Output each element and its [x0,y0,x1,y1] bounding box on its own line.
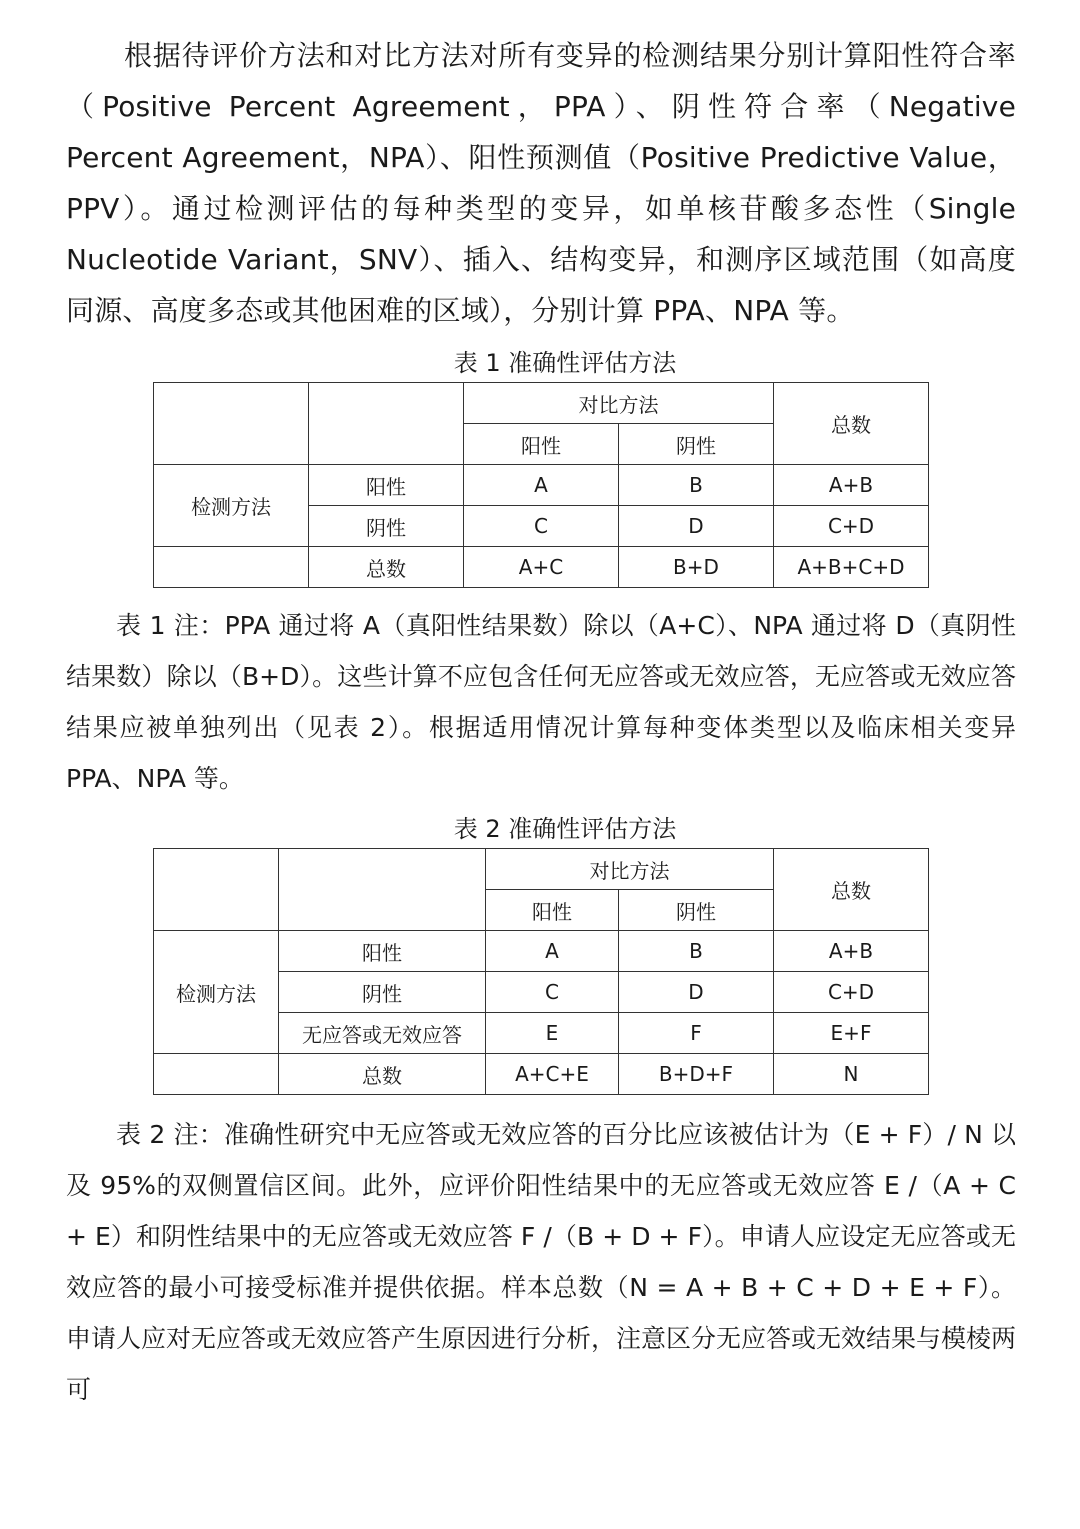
table2-cell: A+C+E [486,1054,619,1095]
table2-cell: C [486,972,619,1013]
table2-positive-header: 阳性 [486,890,619,931]
table2-blank-cell [279,849,486,931]
table1-detection-method: 检测方法 [154,465,309,547]
table1-positive-header: 阳性 [464,424,619,465]
table1-cell: C+D [774,506,929,547]
table1-cell: A+B+C+D [774,547,929,588]
table1-total-header: 总数 [774,383,929,465]
intro-paragraph: 根据待评价方法和对比方法对所有变异的检测结果分别计算阳性符合率（Positive Percent Agreement，PPA）、阴性符合率（Negative Percent Agreement，NPA）、阳性预测值（Positive Predictive Value，PPV）。通过检测评估的每种类型的变异，如单核苷酸多态性（Single Nucleotide Variant，SNV）、插入、结构变异，和测序区域范围（如高度同源、高度多态或其他困难的区域），分别计算 PPA、NPA 等。 [66,39,1016,327]
table1-row-label-total: 总数 [309,547,464,588]
table1-cell: B [619,465,774,506]
table1-row-label-positive: 阳性 [309,465,464,506]
table2-detection-method: 检测方法 [154,931,279,1054]
table2-cell: C+D [774,972,929,1013]
table1-note: 表 1 注：PPA 通过将 A（真阳性结果数）除以（A+C）、NPA 通过将 D（真阴性结果数）除以（B+D）。这些计算不应包含任何无应答或无效应答，无应答或无效应答结果应被单独列出（见表 2）。根据适用情况计算每种变体类型以及临床相关变异 PPA、NPA 等。 [66,611,1016,793]
table2-row-label-positive: 阳性 [279,931,486,972]
table1-cell: A+B [774,465,929,506]
table2-row-label-no-response: 无应答或无效应答 [279,1013,486,1054]
table1-blank-cell [154,383,309,465]
table1-cell: A [464,465,619,506]
table2-blank-cell [154,849,279,931]
table1-blank-cell [154,547,309,588]
table2-cell: E+F [774,1013,929,1054]
table2-row-label-total: 总数 [279,1054,486,1095]
table2-cell: A [486,931,619,972]
table1-cell: C [464,506,619,547]
table2-negative-header: 阴性 [619,890,774,931]
table1-blank-cell [309,383,464,465]
table1-negative-header: 阴性 [619,424,774,465]
table2-cell: B [619,931,774,972]
table2-cell: B+D+F [619,1054,774,1095]
table2-cell: E [486,1013,619,1054]
table2-cell: A+B [774,931,929,972]
table1-cell: A+C [464,547,619,588]
table1-row-label-negative: 阴性 [309,506,464,547]
table2-cell: D [619,972,774,1013]
table2-blank-cell [154,1054,279,1095]
table2-total-header: 总数 [774,849,929,931]
table2-note: 表 2 注：准确性研究中无应答或无效应答的百分比应该被估计为（E + F）/ N 以及 95%的双侧置信区间。此外，应评价阳性结果中的无应答或无效应答 E /（A + C + E）和阴性结果中的无应答或无效应答 F /（B + D + F）。申请人应设定无应答或无效应答的最小可接受标准并提供依据。样本总数（N = A + B + C + D + E + F）。申请人应对无应答或无效应答产生原因进行分析，注意区分无应答或无效结果与模棱两可 [66,1120,1017,1404]
table2-comparison-header: 对比方法 [486,849,774,890]
table1-cell: B+D [619,547,774,588]
table2 [153,848,929,1095]
table1-comparison-header: 对比方法 [464,383,774,424]
table2-cell: F [619,1013,774,1054]
table1 [153,382,929,588]
table2-row-label-negative: 阴性 [279,972,486,1013]
table1-cell: D [619,506,774,547]
table2-caption: 表 2 准确性评估方法 [453,815,677,843]
table2-cell: N [774,1054,929,1095]
table1-caption: 表 1 准确性评估方法 [453,349,677,377]
